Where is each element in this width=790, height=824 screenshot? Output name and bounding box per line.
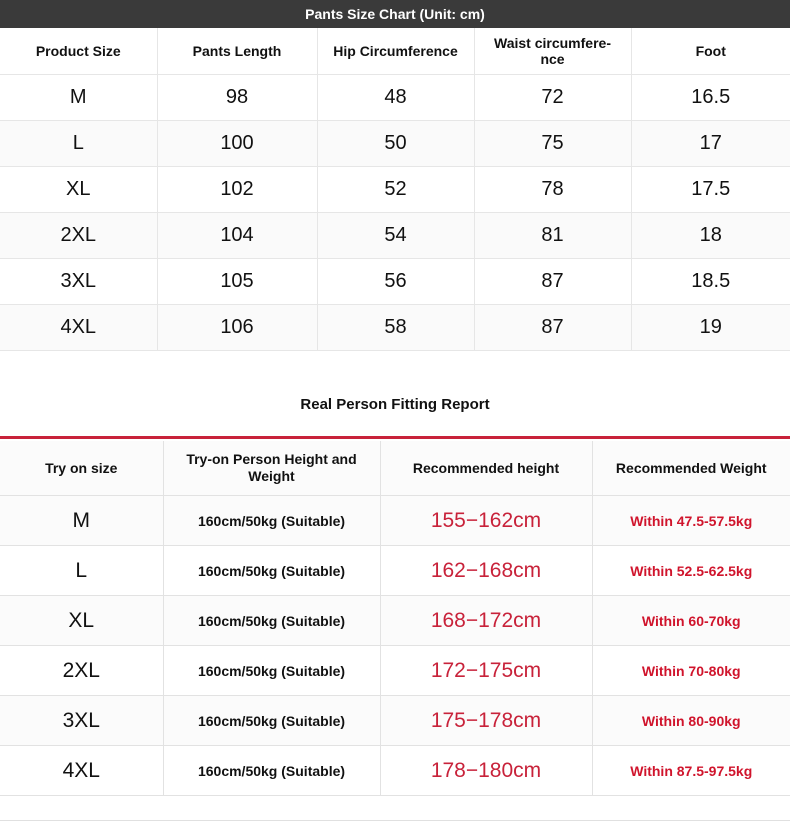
cell-waist: 87 bbox=[474, 259, 631, 305]
cell-foot: 18.5 bbox=[631, 259, 790, 305]
header-hip-circumference: Hip Circumference bbox=[317, 28, 474, 75]
header-product-size: Product Size bbox=[0, 28, 157, 75]
cell-try-on-size: XL bbox=[0, 596, 163, 646]
bottom-divider bbox=[0, 820, 790, 821]
fitting-report-title: Real Person Fitting Report bbox=[300, 396, 490, 413]
cell-try-on-size: L bbox=[0, 546, 163, 596]
cell-foot: 17.5 bbox=[631, 167, 790, 213]
cell-pants-length: 102 bbox=[157, 167, 317, 213]
cell-recommended-height: 178−180cm bbox=[380, 746, 592, 796]
cell-try-on-size: M bbox=[0, 496, 163, 546]
table-row bbox=[0, 213, 790, 259]
header-foot: Foot bbox=[631, 28, 790, 75]
table-row bbox=[0, 121, 790, 167]
header-recommended-weight: Recommended Weight bbox=[592, 441, 790, 496]
cell-size: M bbox=[0, 75, 157, 121]
cell-recommended-height: 175−178cm bbox=[380, 696, 592, 746]
cell-foot: 19 bbox=[631, 305, 790, 351]
cell-hip: 54 bbox=[317, 213, 474, 259]
size-chart-header-row bbox=[0, 28, 790, 75]
cell-hip: 50 bbox=[317, 121, 474, 167]
cell-size: L bbox=[0, 121, 157, 167]
table-row bbox=[0, 496, 790, 546]
table-row bbox=[0, 646, 790, 696]
cell-recommended-height: 155−162cm bbox=[380, 496, 592, 546]
table-row bbox=[0, 546, 790, 596]
cell-pants-length: 100 bbox=[157, 121, 317, 167]
cell-pants-length: 98 bbox=[157, 75, 317, 121]
table-row bbox=[0, 167, 790, 213]
cell-recommended-weight: Within 87.5-97.5kg bbox=[592, 746, 790, 796]
section-divider bbox=[0, 436, 790, 439]
cell-foot: 17 bbox=[631, 121, 790, 167]
header-person-height-weight: Try-on Person Height and Weight bbox=[163, 441, 380, 496]
cell-recommended-weight: Within 60-70kg bbox=[592, 596, 790, 646]
table-row bbox=[0, 75, 790, 121]
header-try-on-size: Try on size bbox=[0, 441, 163, 496]
size-chart-table bbox=[0, 28, 790, 351]
cell-size: 3XL bbox=[0, 259, 157, 305]
cell-person: 160cm/50kg (Suitable) bbox=[163, 646, 380, 696]
cell-size: 4XL bbox=[0, 305, 157, 351]
cell-person: 160cm/50kg (Suitable) bbox=[163, 596, 380, 646]
cell-waist: 87 bbox=[474, 305, 631, 351]
cell-recommended-height: 162−168cm bbox=[380, 546, 592, 596]
cell-person: 160cm/50kg (Suitable) bbox=[163, 696, 380, 746]
cell-pants-length: 106 bbox=[157, 305, 317, 351]
cell-waist: 75 bbox=[474, 121, 631, 167]
cell-recommended-height: 168−172cm bbox=[380, 596, 592, 646]
header-recommended-height: Recommended height bbox=[380, 441, 592, 496]
fitting-header-row bbox=[0, 441, 790, 496]
cell-foot: 16.5 bbox=[631, 75, 790, 121]
header-waist-circumference: Waist circumfere- nce bbox=[474, 28, 631, 75]
table-row bbox=[0, 696, 790, 746]
cell-try-on-size: 4XL bbox=[0, 746, 163, 796]
cell-pants-length: 105 bbox=[157, 259, 317, 305]
table-row bbox=[0, 259, 790, 305]
cell-person: 160cm/50kg (Suitable) bbox=[163, 746, 380, 796]
cell-waist: 81 bbox=[474, 213, 631, 259]
header-pants-length: Pants Length bbox=[157, 28, 317, 75]
cell-hip: 48 bbox=[317, 75, 474, 121]
cell-try-on-size: 2XL bbox=[0, 646, 163, 696]
cell-recommended-weight: Within 80-90kg bbox=[592, 696, 790, 746]
cell-recommended-height: 172−175cm bbox=[380, 646, 592, 696]
cell-hip: 56 bbox=[317, 259, 474, 305]
size-chart-title: Pants Size Chart (Unit: cm) bbox=[0, 0, 790, 28]
fitting-report-table bbox=[0, 441, 790, 796]
cell-recommended-weight: Within 47.5-57.5kg bbox=[592, 496, 790, 546]
cell-foot: 18 bbox=[631, 213, 790, 259]
table-row bbox=[0, 596, 790, 646]
cell-recommended-weight: Within 52.5-62.5kg bbox=[592, 546, 790, 596]
cell-size: XL bbox=[0, 167, 157, 213]
cell-person: 160cm/50kg (Suitable) bbox=[163, 496, 380, 546]
cell-pants-length: 104 bbox=[157, 213, 317, 259]
cell-hip: 52 bbox=[317, 167, 474, 213]
cell-recommended-weight: Within 70-80kg bbox=[592, 646, 790, 696]
cell-person: 160cm/50kg (Suitable) bbox=[163, 546, 380, 596]
cell-waist: 78 bbox=[474, 167, 631, 213]
cell-hip: 58 bbox=[317, 305, 474, 351]
table-row bbox=[0, 746, 790, 796]
table-row bbox=[0, 305, 790, 351]
cell-waist: 72 bbox=[474, 75, 631, 121]
cell-try-on-size: 3XL bbox=[0, 696, 163, 746]
cell-size: 2XL bbox=[0, 213, 157, 259]
